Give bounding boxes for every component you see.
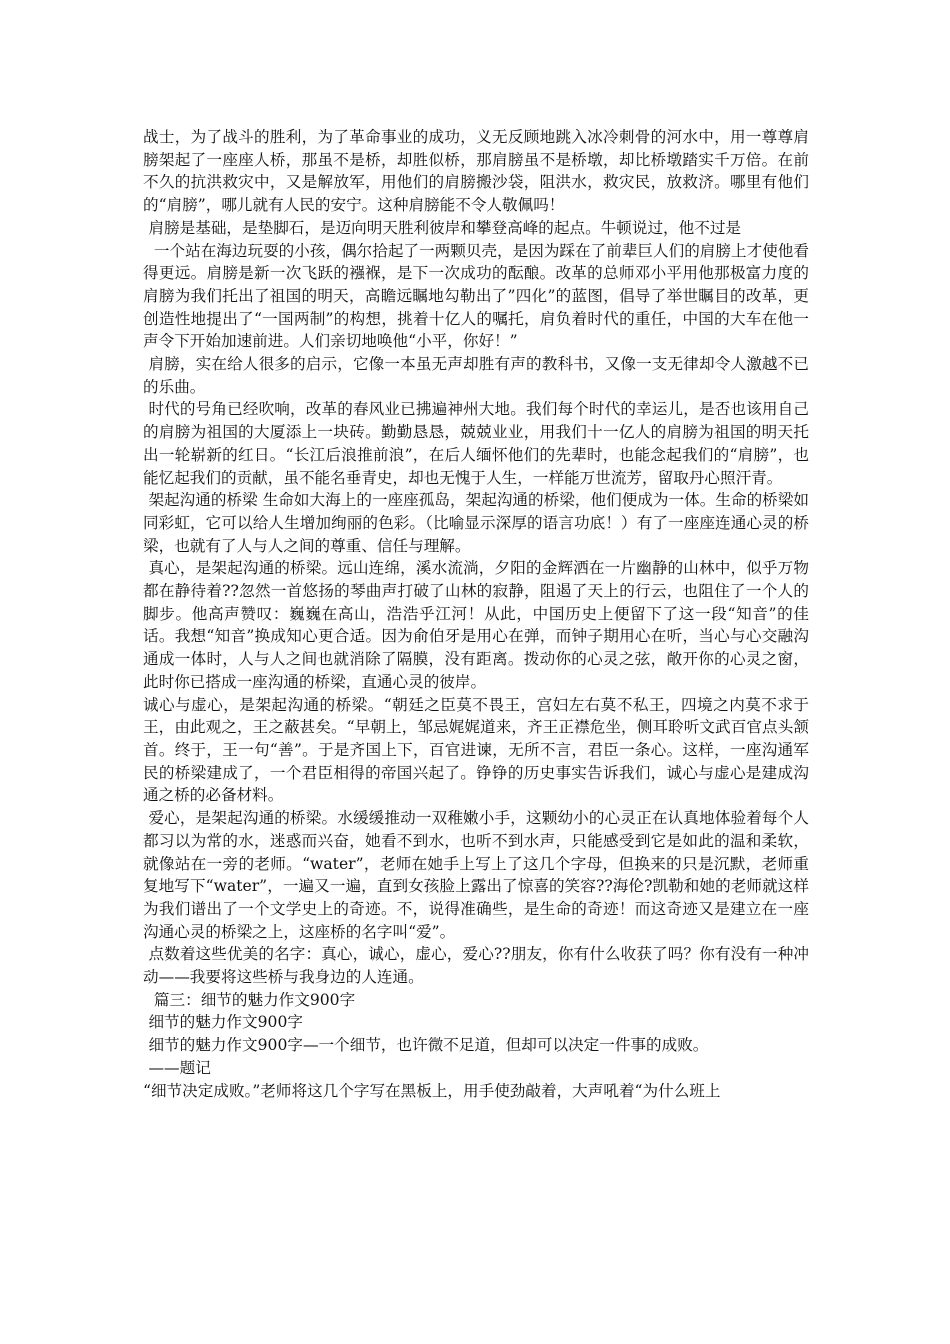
paragraph-shoulder-inspiration: 肩膀，实在给人很多的启示，它像一本虽无声却胜有声的教科书，又像一支无律却令人激越不已的乐曲。	[143, 355, 809, 396]
paragraph-love: 爱心，是架起沟通的桥梁。水缓缓推动一双稚嫩小手，这颗幼小的心灵正在认真地体验着每个人都习以为常的水，迷惑而兴奋，她看不到水，也听不到水声，只能感受到它是如此的温和柔软，就像站在一旁的老师。“water”，老师在她手上写上了这几个字母，但换来的只是沉默，老师重复地写下“water”，一遍又一遍，直到女孩脸上露出了惊喜的笑容??海伦?凯勒和她的老师就这样为我们谱出了一个文学史上的奇迹。不，说得准确些，是生命的奇迹！而这奇迹又是建立在一座沟通心灵的桥梁之上，这座桥的名字叫“爱”。	[143, 809, 809, 941]
section-heading: 篇三：细节的魅力作文900字	[153, 990, 356, 1009]
paragraph-soldiers-bridge: 战士，为了战斗的胜利，为了革命事业的成功，义无反顾地跳入冰冷刺骨的河水中，用一尊尊肩膀架起了一座座人桥，那虽不是桥，却胜似桥，那肩膀虽不是桥墩，却比桥墩踏实千万倍。在前不久的抗洪救灾中，又是解放军，用他们的肩膀搬沙袋，阻洪水，救灾民，放救济。哪里有他们的“肩膀”，哪儿就有人民的安宁。这种肩膀能不令人敬佩吗！	[143, 128, 809, 215]
paragraph-newton-deng: 一个站在海边玩耍的小孩，偶尔拾起了一两颗贝壳，是因为踩在了前辈巨人们的肩膀上才使他看得更远。肩膀是新一次飞跃的襁褓，是下一次成功的酝酿。改革的总师邓小平用他那极富力度的肩膀为我们托出了祖国的明天，高瞻远瞩地勾勒出了”四化”的蓝图，倡导了举世瞩目的改革，更创造性地提出了“一国两制”的构想，挑着十亿人的嘱托，肩负着时代的重任，中国的大车在他一声令下开始加速前进。人们亲切地唤他“小平，你好！”	[143, 241, 809, 351]
paragraph-sincerity: 真心，是架起沟通的桥梁。远山连绵，溪水流淌，夕阳的金辉洒在一片幽静的山林中，似乎万物都在静待着??忽然一首悠扬的琴曲声打破了山林的寂静，阻遏了天上的行云，也阻住了一个人的脚步。他高声赞叹：巍巍在高山，浩浩乎江河！从此，中国历史上便留下了这一段“知音”的佳话。我想“知音”换成知心更合适。因为俞伯牙是用心在弹，而钟子期用心在听，当心与心交融沟通成一体时，人与人之间也就消除了隔膜，没有距离。拨动你的心灵之弦，敞开你的心灵之窗，此时你已搭成一座沟通的桥梁，直通心灵的彼岸。	[143, 559, 809, 691]
paragraph-build-bridge: 架起沟通的桥梁 生命如大海上的一座座孤岛，架起沟通的桥梁，他们便成为一体。生命的桥梁如同彩虹，它可以给人生增加绚丽的色彩。（比喻显示深厚的语言功底！）有了一座座连通心灵的桥梁，也就有了人与人之间的尊重、信任与理解。	[143, 491, 809, 555]
paragraph-teacher-blackboard: “细节决定成败。”老师将这几个字写在黑板上，用手使劲敲着，大声吼着“为什么班上	[143, 1081, 721, 1100]
paragraph-shoulder-foundation: 肩膀是基础，是垫脚石，是迈向明天胜利彼岸和攀登高峰的起点。牛顿说过，他不过是	[148, 218, 742, 237]
paragraph-honesty-modesty: 诚心与虚心，是架起沟通的桥梁。“朝廷之臣莫不畏王，宫妇左右莫不私王，四境之内莫不求于王，由此观之，王之蔽甚矣。“早朝上，邹忌娓娓道来，齐王正襟危坐，侧耳聆听文武百官点头颔首。终于，王一句“善”。于是齐国上下，百官进谏，无所不言，君臣一条心。这样，一座沟通军民的桥梁建成了，一个君臣相得的帝国兴起了。铮铮的历史事实告诉我们，诚心与虚心是建成沟通之桥的必备材料。	[143, 695, 809, 805]
paragraph-conclusion: 点数着这些优美的名字：真心，诚心，虚心，爱心??朋友，你有什么收获了吗？你有没有一种冲动——我要将这些桥与我身边的人连通。	[143, 945, 809, 987]
document-body	[143, 126, 809, 1102]
paragraph-era-horn: 时代的号角已经吹响，改革的春风业已拂遍神州大地。我们每个时代的幸运儿，是否也该用自己的肩膀为祖国的大厦添上一块砖。勤勤恳恳，兢兢业业，用我们十一亿人的肩膀为祖国的明天托出一轮崭新的红日。“长江后浪推前浪”，在后人缅怀他们的先辈时，也能念起我们的“肩膀”，也能忆起我们的贡献，虽不能名垂青史，却也无愧于人生，一样能万世流芳，留取丹心照汗青。	[143, 400, 809, 487]
epigraph-attribution: ——题记	[148, 1058, 211, 1077]
article-title: 细节的魅力作文900字	[148, 1013, 303, 1032]
article-intro: 细节的魅力作文900字—一个细节，也许微不足道，但却可以决定一件事的成败。	[148, 1036, 709, 1055]
